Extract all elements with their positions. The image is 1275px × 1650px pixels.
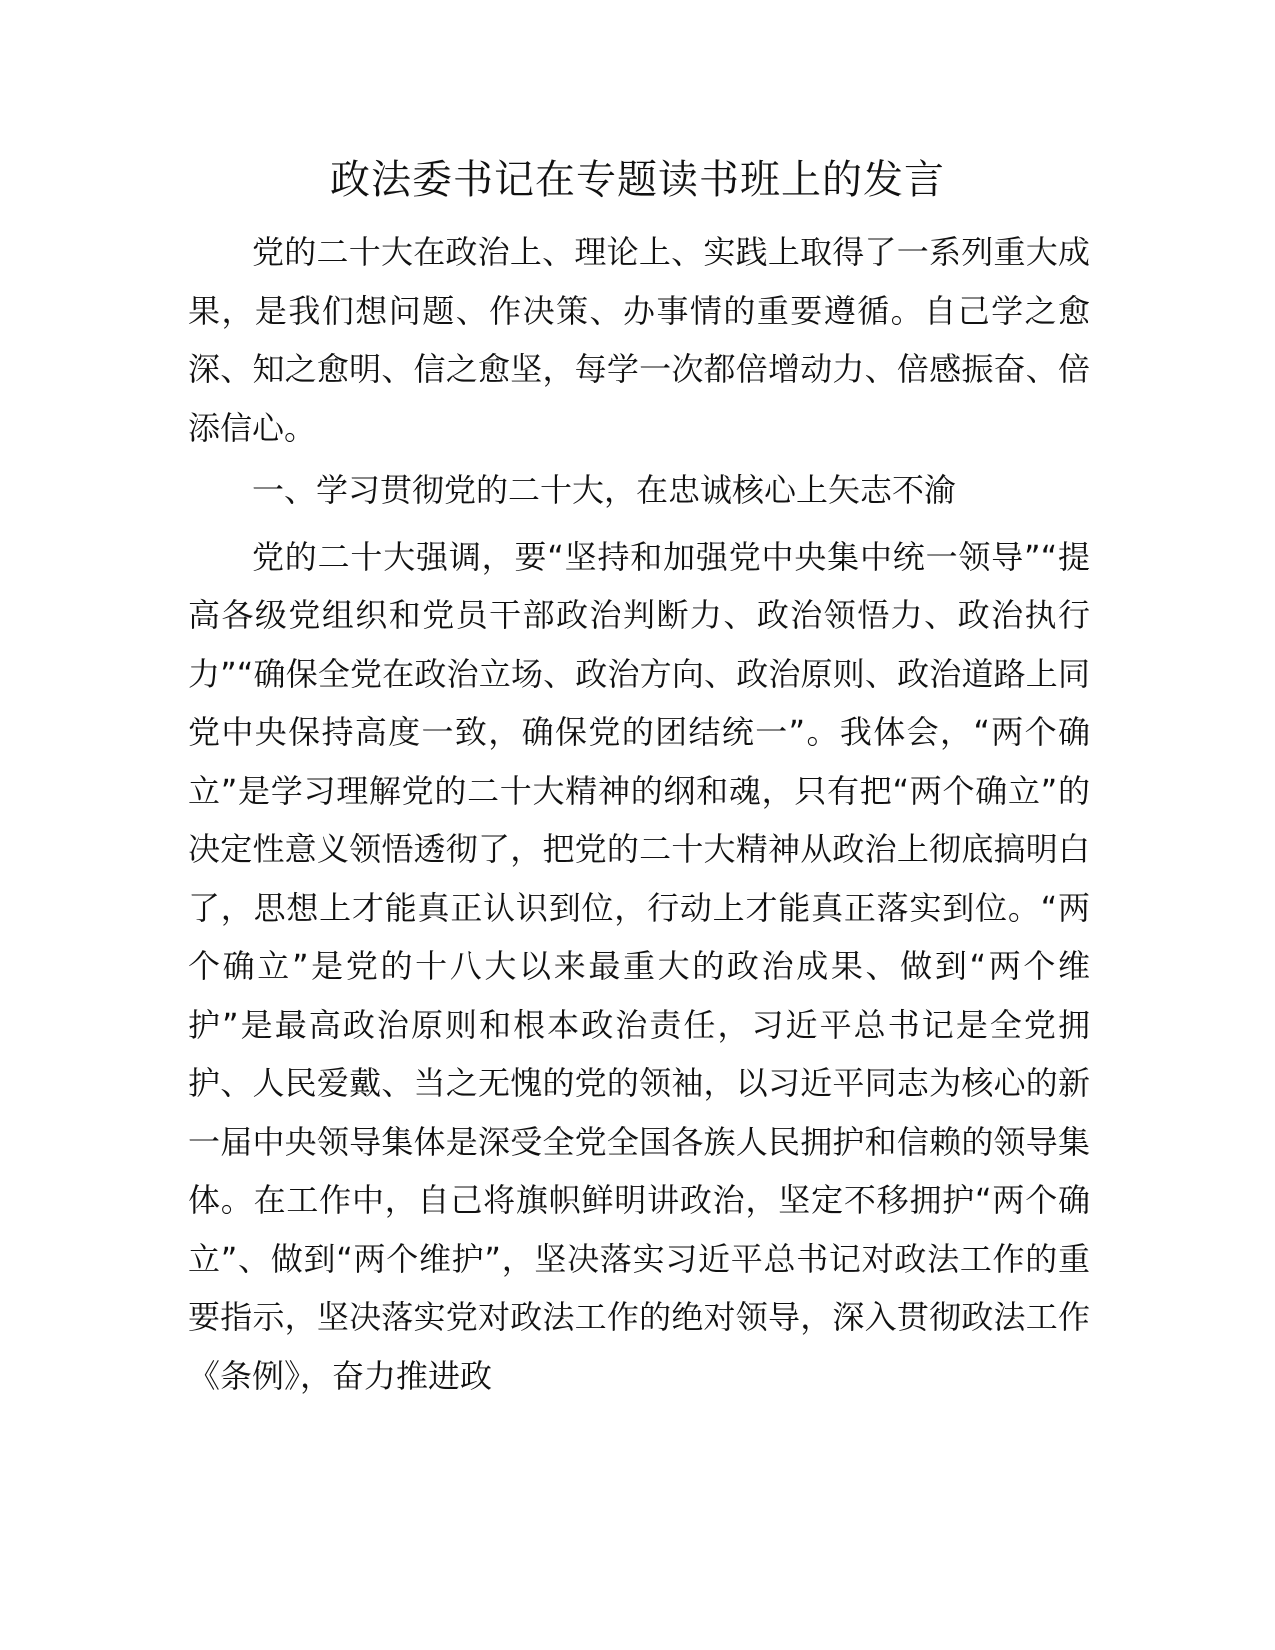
document-title: 政法委书记在专题读书班上的发言	[330, 157, 945, 203]
paragraph-intro: 党的二十大在政治上、理论上、实践上取得了一系列重大成果，是我们想问题、作决策、办事情的重要遵循。自己学之愈深、知之愈明、信之愈坚，每学一次都倍增动力、倍感振奋、倍添信心。	[188, 233, 1090, 447]
section-heading-1: 一、学习贯彻党的二十大，在忠诚核心上矢志不渝	[252, 471, 957, 509]
document-body	[188, 223, 1090, 1409]
paragraph-section-1: 党的二十大强调，要“坚持和加强党中央集中统一领导”“提高各级党组织和党员干部政治判断力、政治领悟力、政治执行力”“确保全党在政治立场、政治方向、政治原则、政治道路上同党中央保持高度一致，确保党的团结统一”。我体会，“两个确立”是学习理解党的二十大精神的纲和魂，只有把“两个确立”的决定性意义领悟透彻了，把党的二十大精神从政治上彻底搞明白了，思想上才能真正认识到位，行动上才能真正落实到位。“两个确立”是党的十八大以来最重大的政治成果、做到“两个维护”是最高政治原则和根本政治责任，习近平总书记是全党拥护、人民爱戴、当之无愧的党的领袖，以习近平同志为核心的新一届中央领导集体是深受全党全国各族人民拥护和信赖的领导集体。在工作中，自己将旗帜鲜明讲政治，坚定不移拥护“两个确立”、做到“两个维护”，坚决落实习近平总书记对政法工作的重要指示，坚决落实党对政法工作的绝对领导，深入贯彻政法工作《条例》，奋力推进政	[188, 537, 1090, 1395]
